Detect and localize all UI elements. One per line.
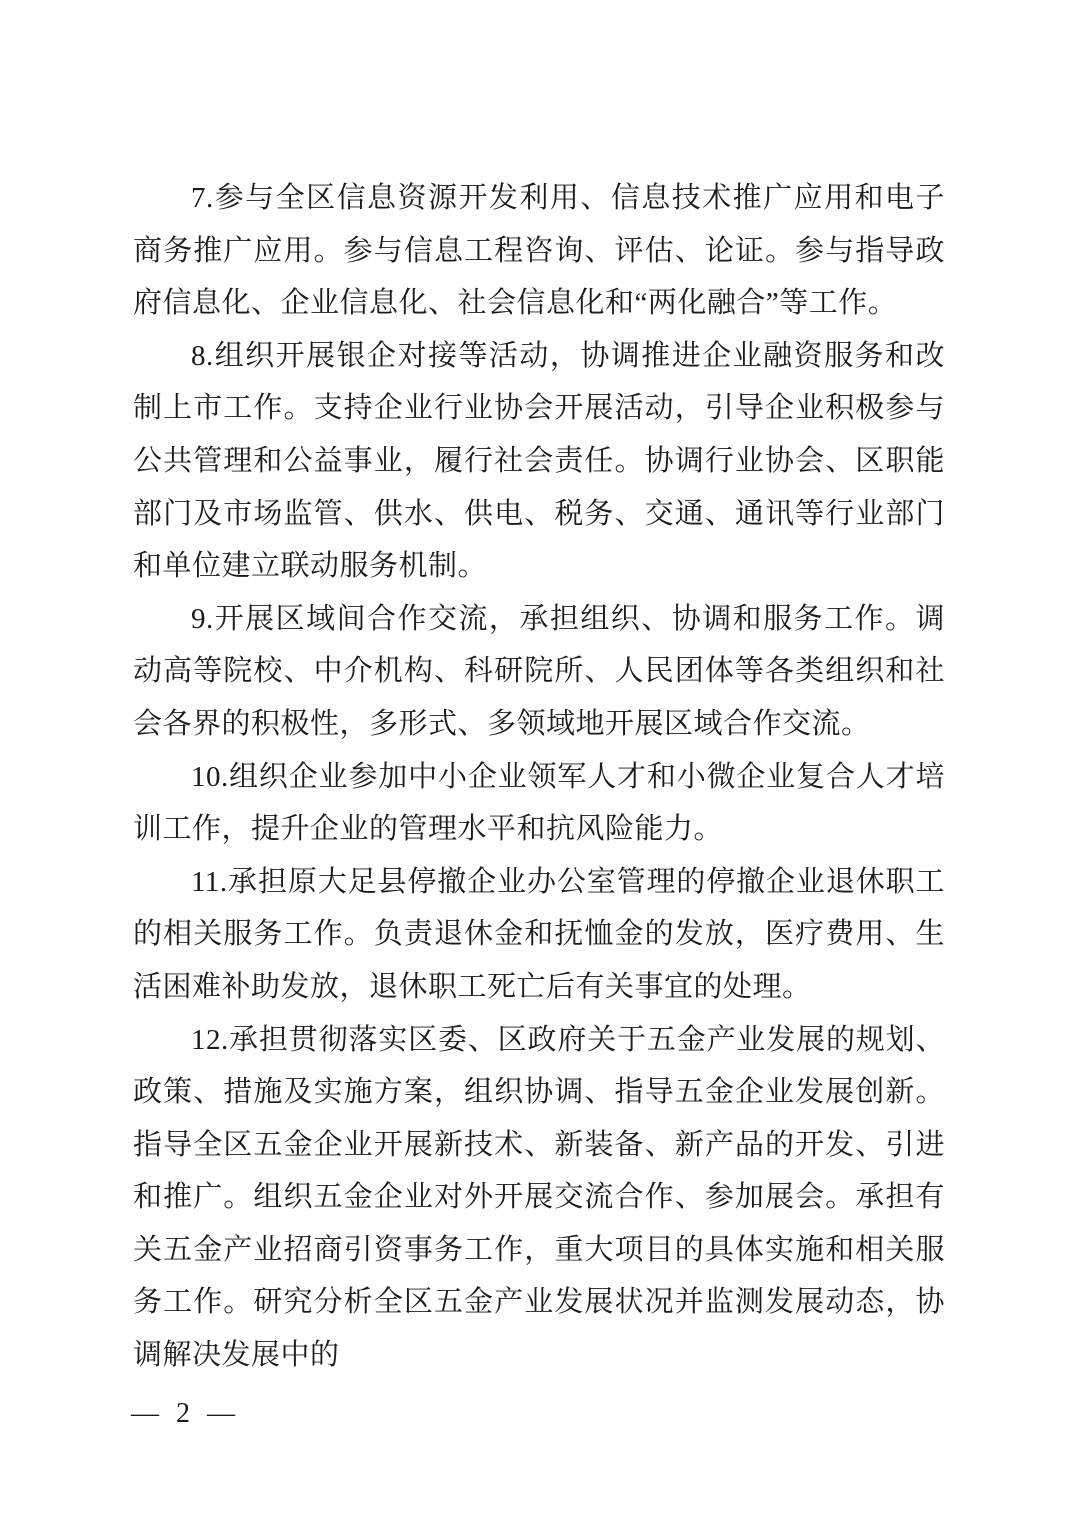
paragraph-item-8: 8.组织开展银企对接等活动，协调推进企业融资服务和改制上市工作。支持企业行业协会开展活动，引导企业积极参与公共管理和公益事业，履行社会责任。协调行业协会、区职能部门及市场监管、供水、供电、税务、交通、通讯等行业部门和单位建立联动服务机制。 [133,339,945,583]
page-number: — 2 — [131,1398,240,1429]
paragraph-item-12: 12.承担贯彻落实区委、区政府关于五金产业发展的规划、政策、措施及实施方案，组织协调、指导五金企业发展创新。指导全区五金企业开展新技术、新装备、新产品的开发、引进和推广。组织五金企业对外开展交流合作、参加展会。承担有关五金产业招商引资事务工作，重大项目的具体实施和相关服务工作。研究分析全区五金产业发展状况并监测发展动态，协调解决发展中的 [133,1023,945,1372]
document-body [133,172,945,1382]
paragraph-item-7: 7.参与全区信息资源开发利用、信息技术推广应用和电子商务推广应用。参与信息工程咨询、评估、论证。参与指导政府信息化、企业信息化、社会信息化和“两化融合”等工作。 [133,182,945,320]
paragraph-item-9: 9.开展区域间合作交流，承担组织、协调和服务工作。调动高等院校、中介机构、科研院所、人民团体等各类组织和社会各界的积极性，多形式、多领域地开展区域合作交流。 [133,602,945,740]
paragraph-item-11: 11.承担原大足县停撤企业办公室管理的停撤企业退休职工的相关服务工作。负责退休金和抚恤金的发放，医疗费用、生活困难补助发放，退休职工死亡后有关事宜的处理。 [133,865,945,1003]
paragraph-item-10: 10.组织企业参加中小企业领军人才和小微企业复合人才培训工作，提升企业的管理水平和抗风险能力。 [133,760,945,846]
